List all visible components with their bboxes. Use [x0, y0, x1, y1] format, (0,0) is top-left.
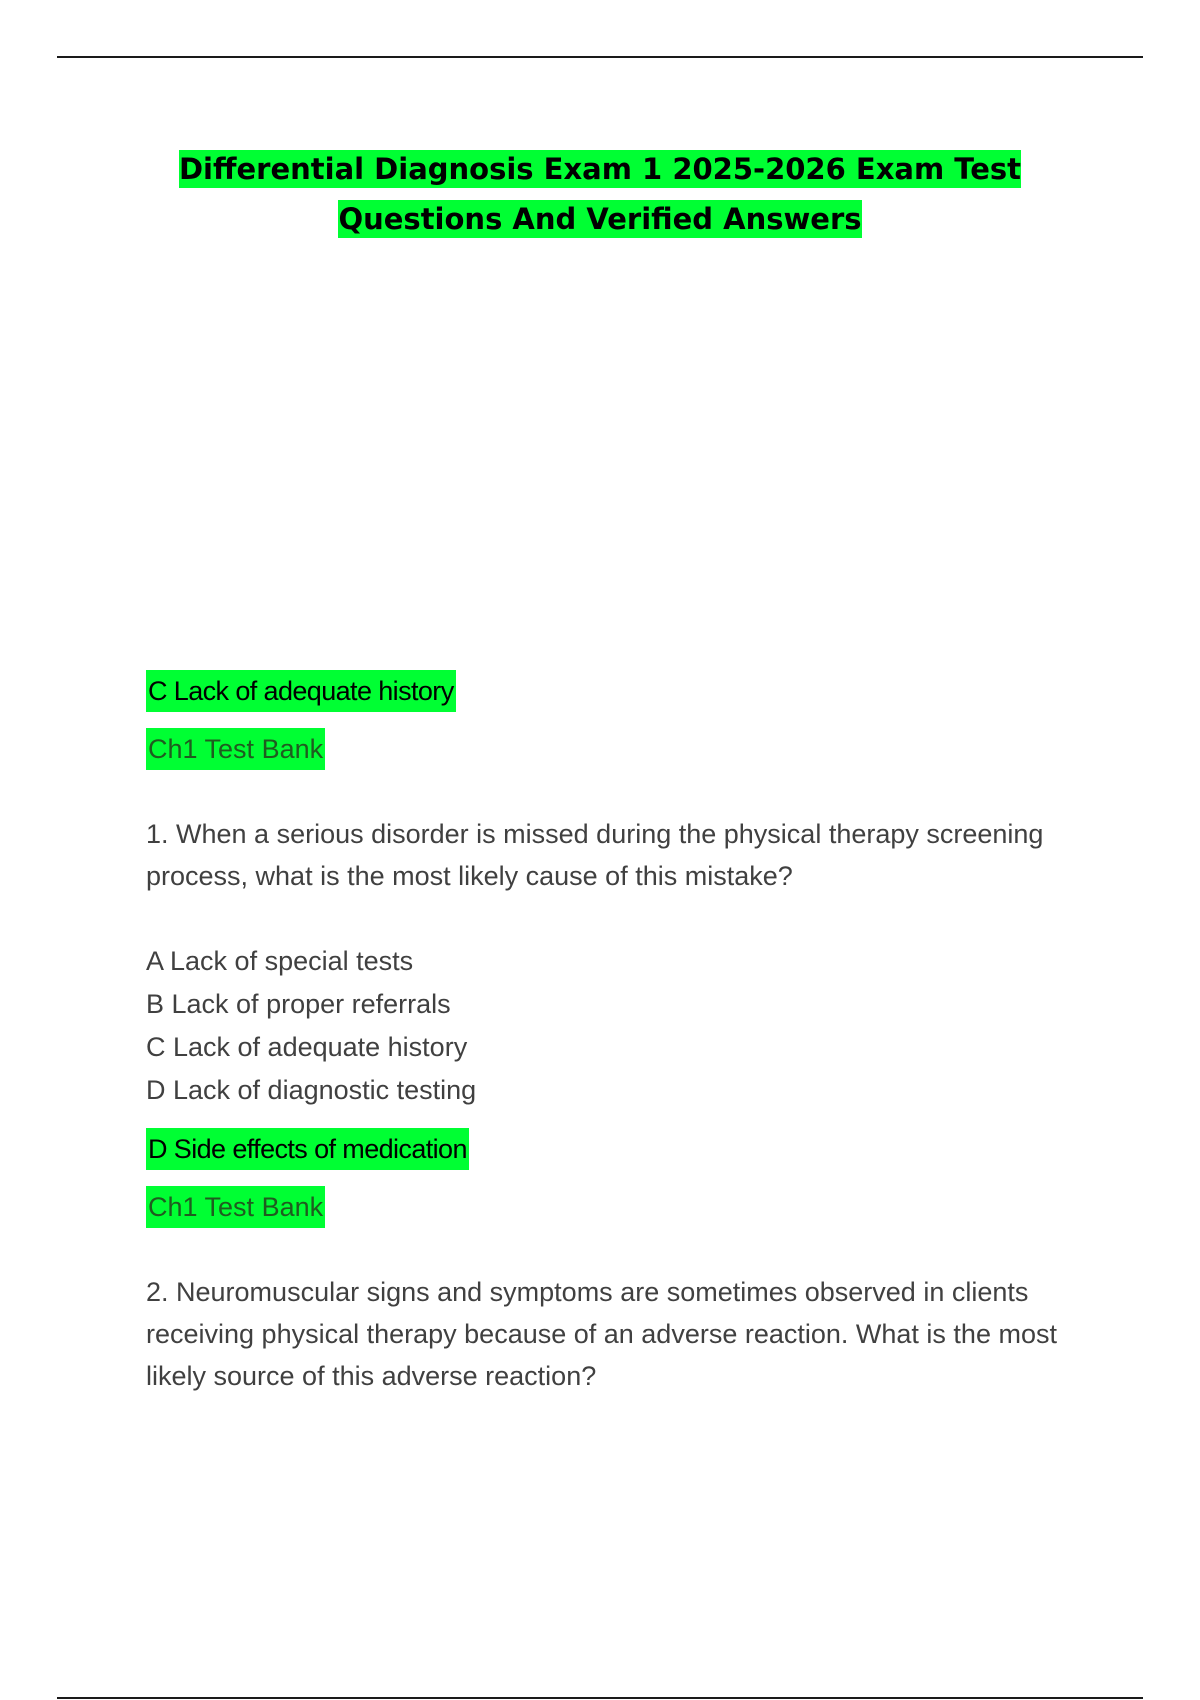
footer-rule: [57, 1697, 1143, 1699]
question-text: 2. Neuromuscular signs and symptoms are sometimes observed in clients receiving physical therapy because of an adverse reaction. What is the most likely source of this adverse reaction?: [146, 1277, 1057, 1391]
option-d: D Lack of diagnostic testing: [146, 1075, 477, 1105]
answer-options: [146, 940, 476, 1112]
option-b: B Lack of proper referrals: [146, 989, 451, 1019]
document-title: [0, 144, 1200, 244]
source-label: Ch1 Test Bank: [146, 1186, 325, 1228]
question-text: 1. When a serious disorder is missed during the physical therapy screening process, what is the most likely cause of this mistake?: [146, 819, 1044, 891]
answer-highlight: D Side effects of medication: [146, 1128, 469, 1170]
title-line-2: Questions And Verified Answers: [338, 202, 862, 236]
source-label: Ch1 Test Bank: [146, 728, 325, 770]
header-rule: [57, 56, 1143, 58]
option-a: A Lack of special tests: [146, 946, 414, 976]
option-c: C Lack of adequate history: [146, 1032, 468, 1062]
answer-highlight: C Lack of adequate history: [146, 670, 456, 712]
title-line-1: Differential Diagnosis Exam 1 2025-2026 Exam Test: [178, 152, 1022, 186]
